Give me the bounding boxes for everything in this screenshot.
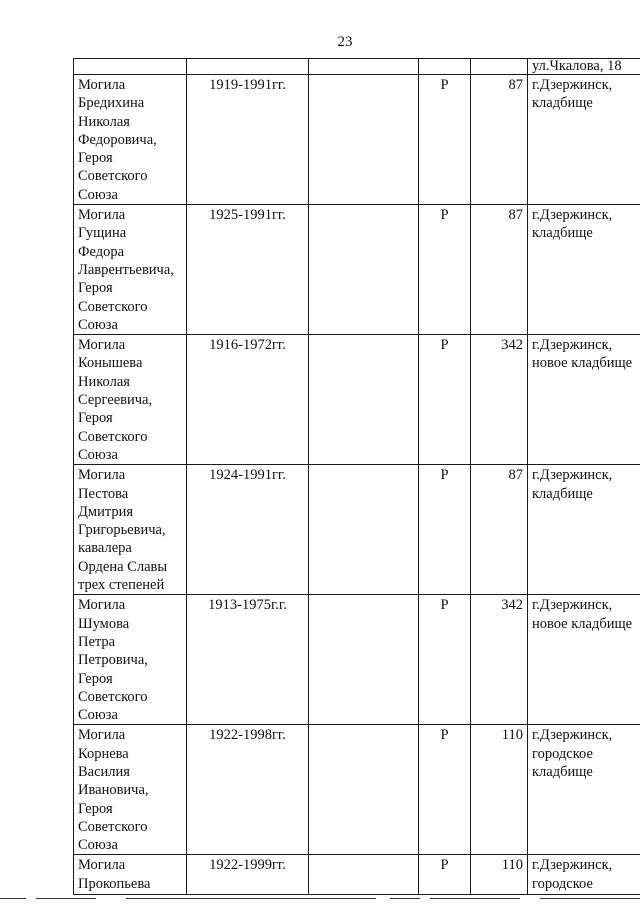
table-row [74, 595, 640, 725]
cell-document [309, 465, 419, 595]
location-line: г.Дзержинск, [532, 207, 613, 224]
name-line: трех степеней [78, 577, 165, 594]
name-line: Николая [78, 373, 130, 390]
cell-document [309, 205, 419, 335]
cell-number: 110 [471, 855, 528, 895]
cell-number: 87 [471, 465, 528, 595]
cell-number: 342 [471, 335, 528, 465]
table-row [74, 335, 640, 465]
name-line: Ордена Славы [78, 558, 168, 575]
monuments-table [73, 58, 640, 895]
name-line: Героя [78, 410, 113, 427]
name-line: Советского [78, 428, 148, 445]
cell-name [74, 855, 187, 895]
name-line: кавалера [78, 540, 132, 557]
cell-number: 342 [471, 595, 528, 725]
name-line: Гущина [78, 225, 127, 242]
table-row-continuation [74, 59, 640, 75]
cell-name [74, 595, 187, 725]
name-line: Могила [78, 597, 126, 614]
cell-name [74, 725, 187, 855]
cell-name [74, 59, 187, 75]
cell-years: 1919-1991гг. [187, 75, 309, 205]
name-line: Союза [78, 316, 118, 333]
cell-location [528, 595, 640, 725]
name-line: Могила [78, 467, 126, 484]
name-line: Могила [78, 207, 126, 224]
name-line: Героя [78, 280, 113, 297]
table-row [74, 855, 640, 895]
cell-category: Р [419, 465, 471, 595]
name-line: Сергеевича, [78, 392, 153, 409]
name-line: Героя [78, 670, 113, 687]
location-line: кладбище [532, 225, 593, 242]
location-line: г.Дзержинск, [532, 77, 613, 93]
cell-category: Р [419, 725, 471, 855]
cell-location [528, 205, 640, 335]
name-line: Лаврентьевича, [78, 261, 174, 278]
cell-number: 110 [471, 725, 528, 855]
name-line: Могила [78, 857, 126, 874]
cell-document [309, 335, 419, 465]
name-line: Могила [78, 337, 126, 354]
name-line: Советского [78, 688, 148, 705]
cell-name [74, 465, 187, 595]
location-line: городское [532, 875, 593, 892]
scan-edge-artifact [0, 897, 640, 900]
name-line: Федоровича, [78, 131, 157, 148]
location-line: г.Дзержинск, [532, 337, 613, 354]
monuments-table-body [74, 59, 640, 895]
location-line: г.Дзержинск, [532, 857, 613, 874]
cell-name [74, 205, 187, 335]
name-line: Советского [78, 818, 148, 835]
name-line: Федора [78, 243, 125, 260]
cell-years: 1922-1998гг. [187, 725, 309, 855]
cell-category [419, 59, 471, 75]
name-line: Союза [78, 837, 118, 854]
cell-years [187, 59, 309, 75]
cell-years: 1925-1991гг. [187, 205, 309, 335]
name-line: Героя [78, 150, 113, 167]
cell-number: 87 [471, 75, 528, 205]
name-line: Бредихина [78, 95, 145, 112]
location-line: г.Дзержинск, [532, 467, 613, 484]
cell-name [74, 75, 187, 205]
location-line: городское [532, 745, 593, 762]
cell-location [528, 75, 640, 205]
table-row [74, 725, 640, 855]
cell-location [528, 335, 640, 465]
cell-years: 1916-1972гг. [187, 335, 309, 465]
cell-years: 1922-1999гг. [187, 855, 309, 895]
name-line: Шумова [78, 615, 130, 632]
name-line: Николая [78, 113, 130, 130]
name-line: Могила [78, 727, 126, 744]
name-line: Петровича, [78, 652, 148, 669]
page-number: 23 [337, 34, 353, 50]
cell-document [309, 725, 419, 855]
name-line: Ивановича, [78, 782, 149, 799]
cell-category: Р [419, 335, 471, 465]
name-line: Героя [78, 800, 113, 817]
name-line: Прокопьева [78, 875, 151, 892]
cell-document [309, 595, 419, 725]
name-line: Советского [78, 298, 148, 315]
location-line: новое кладбище [532, 355, 633, 372]
location-line: кладбище [532, 95, 593, 112]
cell-location [528, 725, 640, 855]
cell-location [528, 855, 640, 895]
cell-years: 1924-1991гг. [187, 465, 309, 595]
cell-category: Р [419, 855, 471, 895]
cell-document [309, 59, 419, 75]
location-line: кладбище [532, 485, 593, 502]
cell-category: Р [419, 75, 471, 205]
name-line: Григорьевича, [78, 522, 166, 539]
name-line: Могила [78, 77, 126, 93]
location-line: г.Дзержинск, [532, 727, 613, 744]
location-line: г.Дзержинск, [532, 597, 613, 614]
table-row [74, 205, 640, 335]
cell-location: ул.Чкалова, 18 [528, 59, 640, 75]
table-row [74, 75, 640, 205]
name-line: Союза [78, 446, 118, 463]
name-line: Советского [78, 168, 148, 185]
location-line: новое кладбище [532, 615, 633, 632]
cell-name [74, 335, 187, 465]
table-row [74, 465, 640, 595]
cell-years: 1913-1975г.г. [187, 595, 309, 725]
name-line: Конышева [78, 355, 143, 372]
cell-document [309, 75, 419, 205]
location-line: кладбище [532, 763, 593, 780]
cell-location [528, 465, 640, 595]
cell-number [471, 59, 528, 75]
name-line: Союза [78, 707, 118, 724]
name-line: Петра [78, 633, 116, 650]
name-line: Корнева [78, 745, 129, 762]
name-line: Союза [78, 186, 118, 203]
cell-category: Р [419, 595, 471, 725]
cell-number: 87 [471, 205, 528, 335]
name-line: Пестова [78, 485, 129, 502]
name-line: Дмитрия [78, 503, 134, 520]
cell-document [309, 855, 419, 895]
cell-category: Р [419, 205, 471, 335]
name-line: Василия [78, 763, 130, 780]
